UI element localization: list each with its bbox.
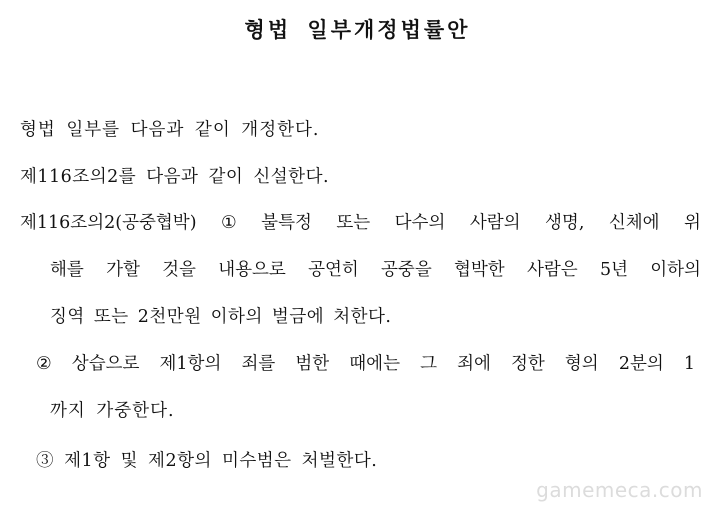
word: 공중을 [381, 260, 432, 280]
word: 생명, [545, 213, 585, 233]
word: 그 [420, 354, 437, 374]
word: 2분의 [618, 354, 664, 374]
word: 또는 [336, 213, 371, 233]
word: 다수의 [394, 213, 446, 233]
word: 정한 [511, 354, 545, 374]
word: 내용으로 [218, 260, 286, 280]
word: 공연히 [308, 260, 359, 280]
word: 사람은 [526, 260, 578, 280]
article-line-3: 징역 또는 2천만원 이하의 벌금에 처한다. [50, 307, 392, 327]
word: 제1항의 [159, 354, 222, 374]
word: 불특정 [261, 213, 312, 233]
word: 죄를 [241, 354, 276, 374]
watermark: gamemeca.com [536, 478, 703, 502]
word: 5년 [599, 260, 628, 280]
word: 해를 [50, 260, 84, 280]
word: 위 [684, 213, 701, 233]
intro-sentence: 형법 일부를 다음과 같이 개정한다. [20, 120, 320, 140]
word: 가할 [106, 260, 140, 280]
article-line-2 [50, 259, 701, 281]
word: 죄에 [457, 354, 491, 374]
paragraph-3: ③ 제1항 및 제2항의 미수범은 처벌한다. [36, 451, 378, 471]
article-line-1 [20, 212, 701, 234]
word: 상습으로 [71, 354, 140, 374]
word: 사람의 [469, 213, 521, 233]
word: 때에는 [349, 354, 400, 374]
new-article-note: 제116조의2를 다음과 같이 신설한다. [20, 167, 330, 187]
word: 것을 [162, 260, 196, 280]
word: 협박한 [454, 260, 505, 280]
word: 이하의 [650, 260, 701, 280]
paragraph-2-line-2: 까지 가중한다. [50, 401, 175, 421]
paragraph-1-marker: ① [221, 213, 237, 233]
article-heading: 제116조의2(공중협박) [20, 213, 197, 233]
word: 1 [683, 354, 695, 374]
paragraph-2-line-1 [36, 353, 695, 375]
word: 형의 [564, 354, 599, 374]
document-title: 형법 일부개정법률안 [244, 18, 471, 42]
paragraph-2-marker: ② [36, 354, 52, 374]
word: 범한 [295, 354, 330, 374]
word: 신체에 [608, 213, 660, 233]
